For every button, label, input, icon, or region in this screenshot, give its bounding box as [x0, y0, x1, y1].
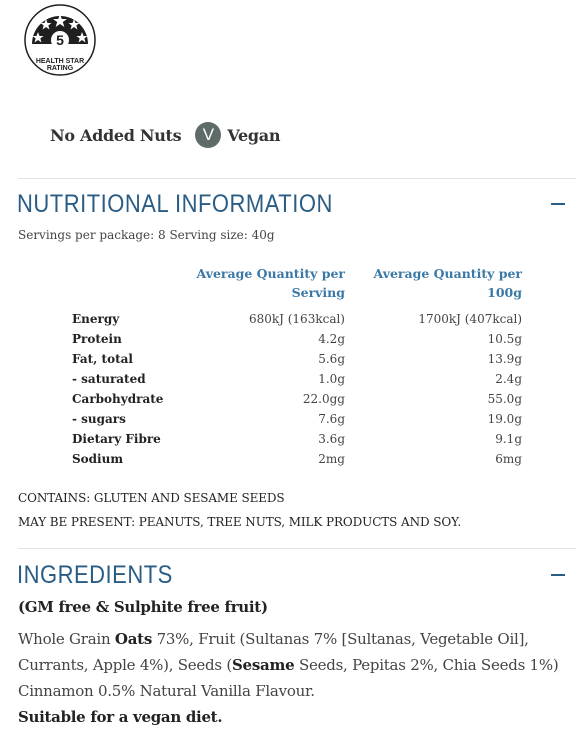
allergen-oats: Oats	[114, 630, 153, 648]
vegan-tag: Vegan	[227, 125, 281, 145]
nutrient-label: Carbohydrate	[72, 392, 164, 406]
nutrient-label: Fat, total	[72, 352, 133, 366]
nutrient-label: Protein	[72, 332, 122, 346]
ingredients-collapse-icon[interactable]	[551, 574, 565, 576]
table-row	[72, 352, 522, 372]
divider	[18, 178, 576, 179]
per-100g-value: 10.5g	[487, 332, 522, 346]
vegan-icon: V	[195, 122, 221, 148]
nutrition-section-title[interactable]: NUTRITIONAL INFORMATION	[17, 189, 333, 218]
per-serving-value: 7.6g	[318, 412, 345, 426]
health-star-label: HEALTH STAR RATING	[35, 58, 85, 72]
table-row	[72, 432, 522, 452]
divider	[18, 548, 576, 549]
servings-info: Servings per package: 8 Serving size: 40g	[18, 228, 275, 242]
dietary-tags	[50, 122, 280, 148]
nutrient-label: - saturated	[72, 372, 146, 386]
per-100g-value: 19.0g	[487, 412, 522, 426]
per-100g-value: 9.1g	[495, 432, 522, 446]
per-serving-value: 4.2g	[318, 332, 345, 346]
table-row	[72, 332, 522, 352]
vegan-note: Suitable for a vegan diet.	[18, 708, 223, 726]
col-header-per-serving: Average Quantity per Serving	[196, 266, 345, 300]
nutrient-label: Energy	[72, 312, 120, 326]
allergen-sesame: Sesame	[231, 656, 295, 674]
no-added-nuts-tag: No Added Nuts	[50, 125, 182, 145]
table-row	[72, 412, 522, 432]
nutrition-collapse-icon[interactable]	[551, 203, 565, 205]
col-header-per-100g: Average Quantity per 100g	[373, 266, 522, 300]
per-serving-value: 680kJ (163kcal)	[248, 312, 345, 326]
nutrient-label: Sodium	[72, 452, 124, 466]
ingredients-subtitle: (GM free & Sulphite free fruit)	[18, 598, 268, 616]
table-row	[72, 312, 522, 332]
per-serving-value: 2mg	[318, 452, 345, 466]
ingredients-section-title[interactable]: INGREDIENTS	[17, 560, 173, 589]
nutrient-label: - sugars	[72, 412, 126, 426]
per-serving-value: 22.0gg	[302, 392, 345, 406]
per-serving-value: 1.0g	[318, 372, 345, 386]
per-serving-value: 5.6g	[318, 352, 345, 366]
per-100g-value: 1700kJ (407kcal)	[418, 312, 522, 326]
health-star-number: 5	[56, 32, 64, 48]
table-row	[72, 372, 522, 392]
per-100g-value: 6mg	[495, 452, 522, 466]
per-100g-value: 55.0g	[487, 392, 522, 406]
nutrient-label: Dietary Fibre	[72, 432, 161, 446]
per-100g-value: 13.9g	[487, 352, 522, 366]
allergen-may-be-present: MAY BE PRESENT: PEANUTS, TREE NUTS, MILK PRODUCTS AND SOY.	[18, 515, 462, 529]
per-100g-value: 2.4g	[495, 372, 522, 386]
allergen-contains: CONTAINS: GLUTEN AND SESAME SEEDS	[18, 491, 285, 505]
per-serving-value: 3.6g	[318, 432, 345, 446]
table-row	[72, 452, 522, 472]
ingredients-list: Whole Grain Oats 73%, Fruit (Sultanas 7% [Sultanas, Vegetable Oil], Currants, Apple 4%), Seeds (Sesame Seeds, Pepitas 2%, Chia Seeds 1%) Cinnamon 0.5% Natural Vanilla Flavour.	[18, 630, 559, 700]
table-row	[72, 392, 522, 412]
